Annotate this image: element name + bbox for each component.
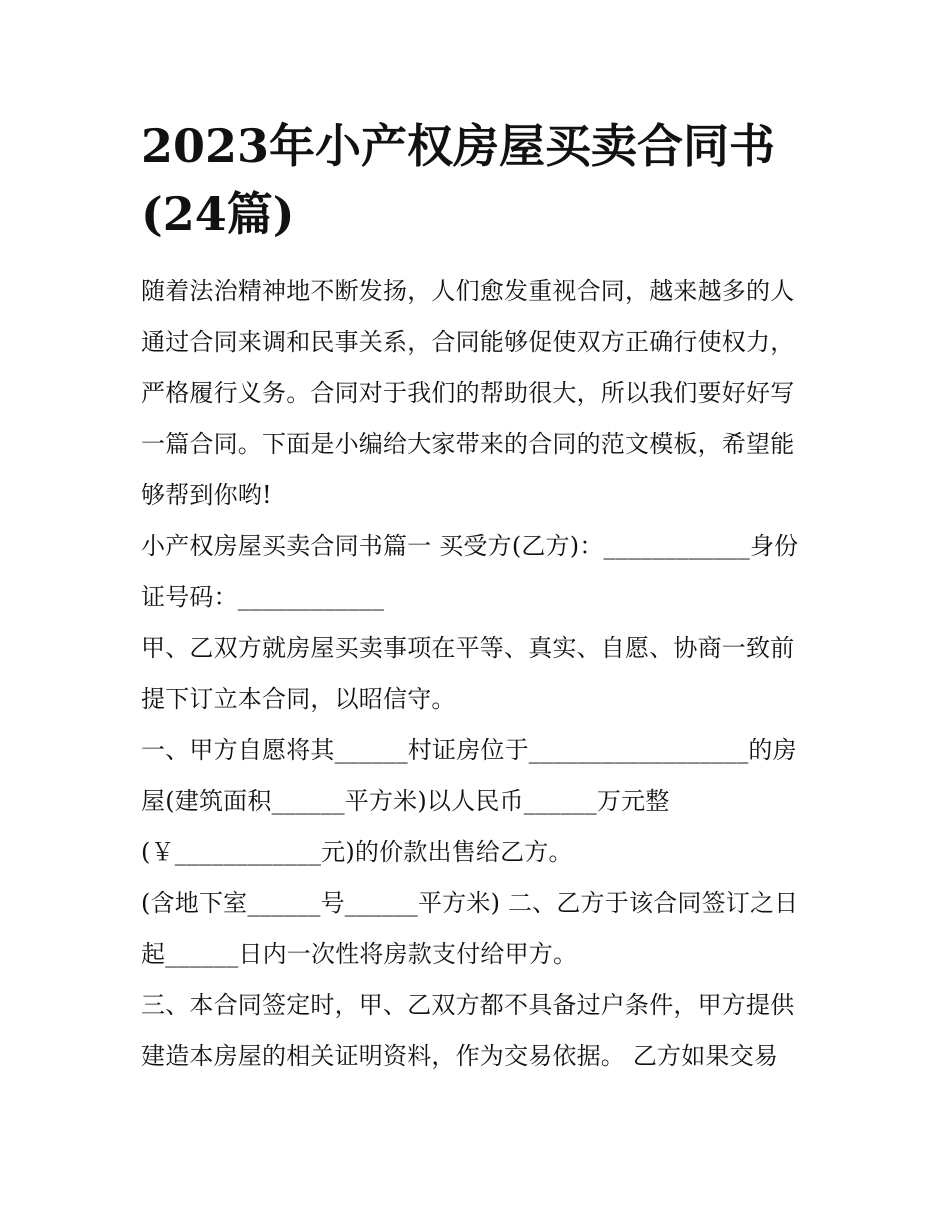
- title-line: 2023年小产权房屋买卖合同书: [141, 119, 776, 173]
- text-line: 提下订立本合同，以昭信守。: [141, 685, 456, 713]
- text-line: 建造本房屋的相关证明资料，作为交易依据。 乙方如果交易: [141, 1042, 779, 1070]
- text-line: 起______日内一次性将房款支付给甲方。: [141, 940, 578, 968]
- clause-three-paragraph: [141, 980, 813, 1082]
- title-line: (24篇): [141, 187, 295, 241]
- buyer-info-paragraph: [141, 521, 813, 623]
- text-line: 一篇合同。下面是小编给大家带来的合同的范文模板，希望能: [141, 430, 795, 458]
- clause-two-paragraph: [141, 878, 813, 980]
- text-line: 随着法治精神地不断发扬，人们愈发重视合同，越来越多的人: [141, 277, 795, 305]
- agreement-preamble-paragraph: [141, 623, 813, 725]
- text-line: (含地下室______号______平方米) 二、乙方于该合同签订之日: [141, 889, 799, 917]
- text-line: 够帮到你哟!: [141, 481, 272, 509]
- text-line: 通过合同来调和民事关系，合同能够促使双方正确行使权力，: [141, 328, 795, 356]
- intro-paragraph: [141, 266, 813, 521]
- clause-one-paragraph: [141, 725, 813, 878]
- text-line: 证号码：____________: [141, 583, 385, 611]
- text-line: 小产权房屋买卖合同书篇一 买受方(乙方)：____________身份: [141, 532, 799, 560]
- text-line: 屋(建筑面积______平方米)以人民币______万元整: [141, 787, 670, 815]
- text-line: 一、甲方自愿将其______村证房位于__________________的房: [141, 736, 797, 764]
- text-line: 严格履行义务。合同对于我们的帮助很大，所以我们要好好写: [141, 379, 795, 407]
- text-line: 三、本合同签定时，甲、乙双方都不具备过户条件，甲方提供: [141, 991, 795, 1019]
- document-title: [141, 112, 813, 248]
- document-page: [141, 112, 813, 1082]
- document-body: [141, 266, 813, 1082]
- text-line: 甲、乙双方就房屋买卖事项在平等、真实、自愿、协商一致前: [141, 634, 795, 662]
- text-line: (￥____________元)的价款出售给乙方。: [141, 838, 573, 866]
